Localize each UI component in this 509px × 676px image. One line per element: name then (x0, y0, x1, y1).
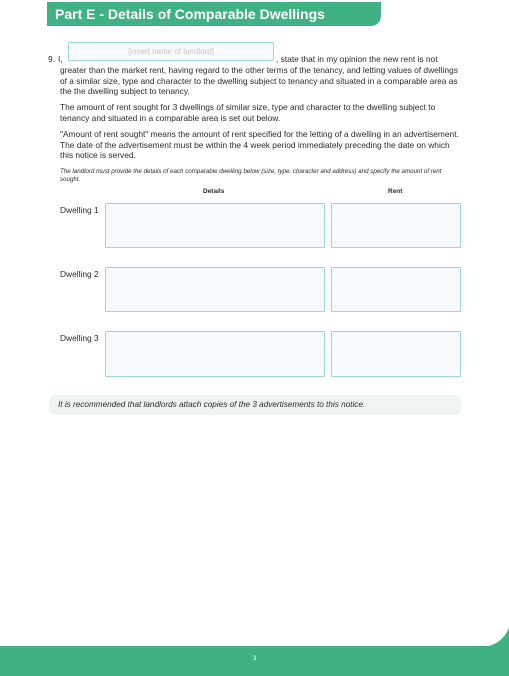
question-paragraph-1: greater than the market rent, having regard to the other terms of the tenancy, and letting values of dwellings of a similar size, type and character to the dwelling subject to tenancy and situated in a comparable area as the the dwelling subject to tenancy. (60, 65, 458, 96)
dwelling-1-rent-field[interactable] (331, 203, 461, 248)
dwelling-3-label: Dwelling 3 (60, 333, 99, 343)
dwelling-1-label: Dwelling 1 (60, 205, 99, 215)
question-first-line-tail: , state that in my opinion the new rent is not (276, 54, 438, 64)
question-lead: I, (58, 54, 63, 64)
question-number: 9. (48, 54, 55, 64)
dwelling-3-rent-field[interactable] (331, 331, 461, 377)
question-paragraph-2: The amount of rent sought for 3 dwellings of similar size, type and character to the dwelling subject to tenancy and situated in a comparable area is set out below. (60, 102, 436, 123)
rent-column-header: Rent (388, 188, 403, 195)
dwelling-3-details-field[interactable] (105, 331, 325, 377)
instruction-note: The landlord must provide the details of each comparable dwelling below (size, type, character and address) and specify the amount of rent sought. (60, 168, 442, 183)
dwelling-2-label: Dwelling 2 (60, 269, 99, 279)
dwelling-2-rent-field[interactable] (331, 267, 461, 312)
section-title: Part E - Details of Comparable Dwellings (47, 2, 381, 26)
dwelling-2-details-field[interactable] (105, 267, 325, 312)
footer-curve-decoration (489, 628, 509, 646)
recommendation-note: It is recommended that landlords attach copies of the 3 advertisements to this notice. (49, 395, 461, 415)
details-column-header: Details (203, 188, 225, 195)
dwelling-1-details-field[interactable] (105, 203, 325, 248)
question-paragraph-3: "Amount of rent sought" means the amount of rent specified for the letting of a dwelling in an advertisement. The date of the advertisement must be within the 4 week period immediately preceding the date on which this notice is served. (60, 129, 459, 160)
page-number: 3 (252, 656, 257, 662)
landlord-name-input[interactable] (68, 42, 274, 61)
